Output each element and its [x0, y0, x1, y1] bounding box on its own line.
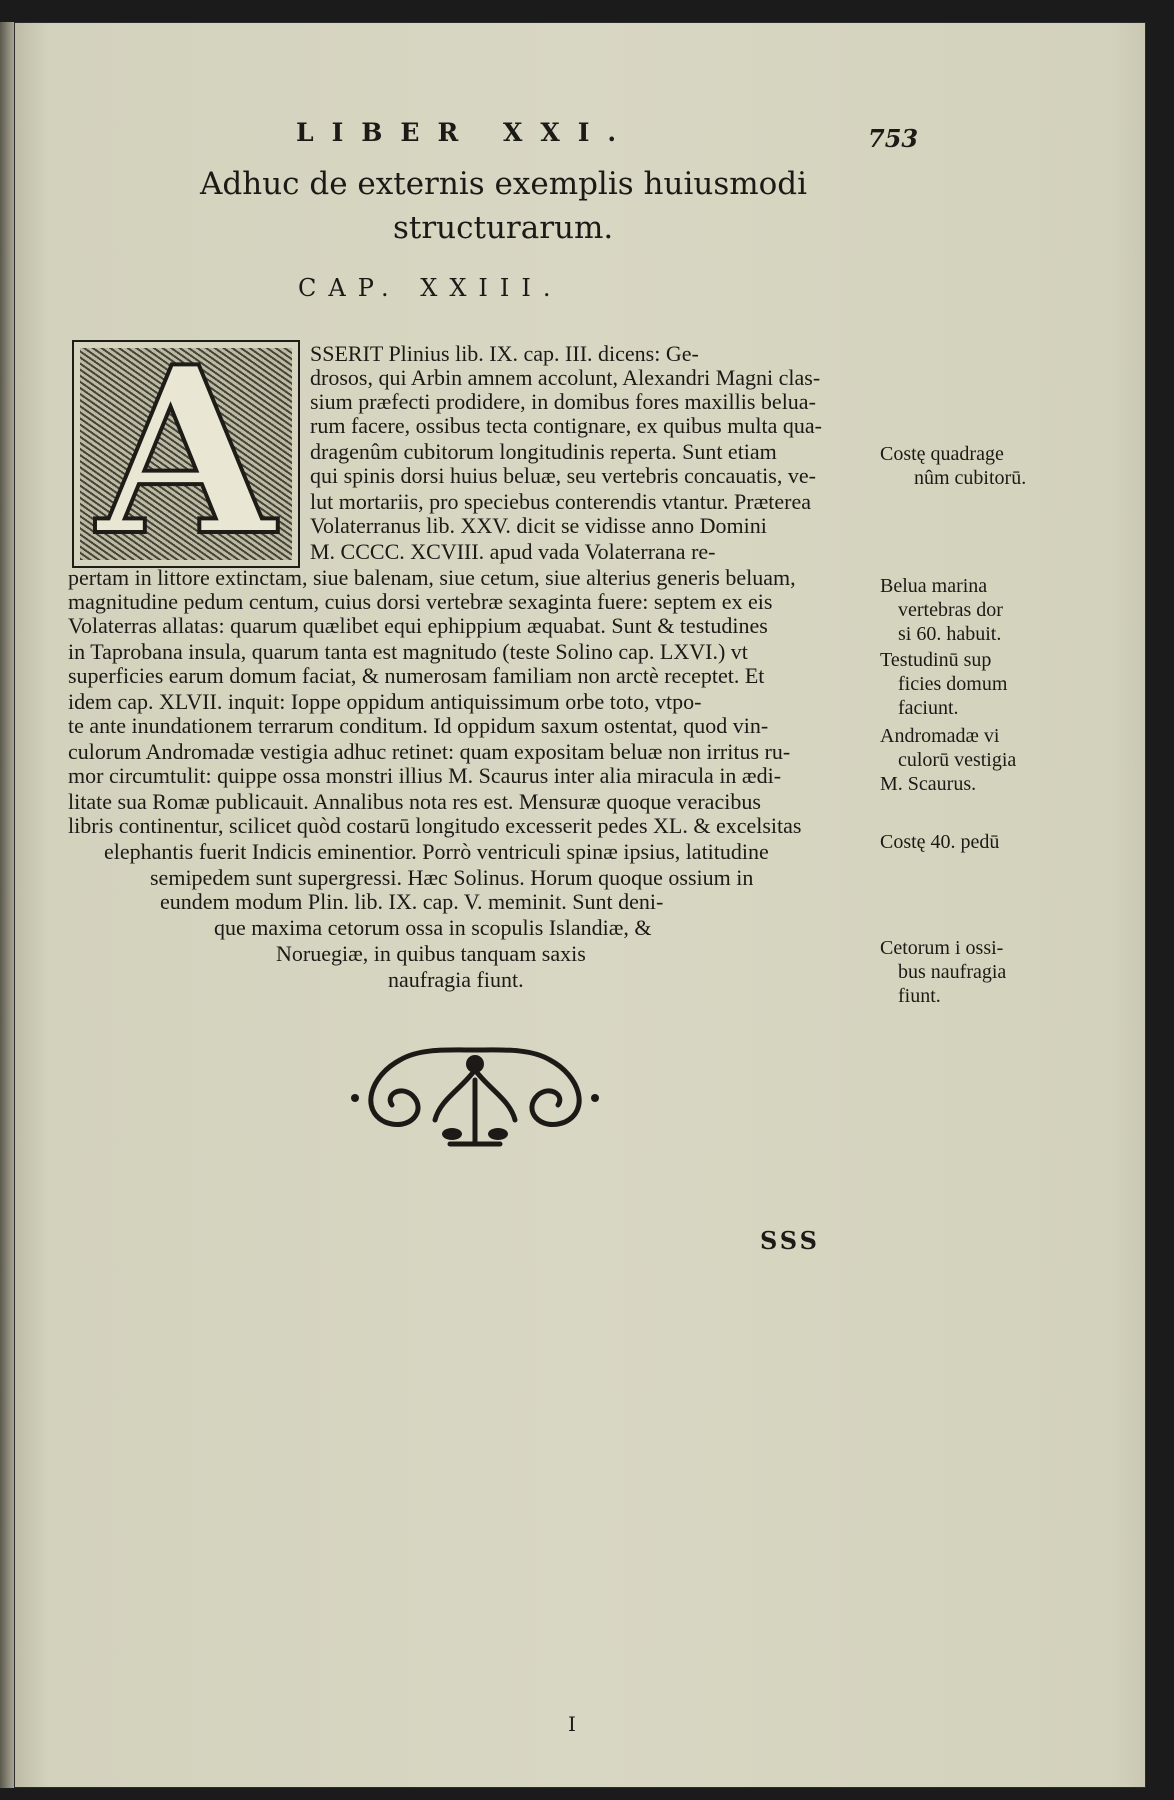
- chapter-title-line-1: Adhuc de externis exemplis huiusmodi: [200, 166, 808, 202]
- marginal-note: Costę quadrage nûm cubitorū.: [880, 443, 1027, 489]
- chapter-title-line-2: structurarum.: [393, 210, 614, 246]
- body-line: culorum Andromadæ vestigia adhuc retinet: quam expositam beluæ non irritus ru-: [68, 739, 791, 764]
- body-line: Volaterras allatas: quarum quælibet equi ephippium æquabat. Sunt & testudines: [68, 613, 768, 638]
- body-line: magnitudine pedum centum, cuius dorsi vertebræ sexaginta fuere: septem ex eis: [68, 589, 773, 614]
- body-line: pertam in littore extinctam, siue balenam, siue cetum, siue alterius generis beluam,: [68, 565, 796, 590]
- marginal-note: Testudinū sup ficies domum faciunt.: [880, 649, 1008, 719]
- body-line: M. CCCC. XCVIII. apud vada Volaterrana re-: [310, 539, 716, 564]
- body-line: semipedem sunt supergressi. Hæc Solinus. Horum quoque ossium in: [150, 865, 754, 890]
- body-line: SSERIT Plinius lib. IX. cap. III. dicens: Ge-: [310, 341, 699, 366]
- body-line: idem cap. XLVII. inquit: Ioppe oppidum antiquissimum orbe toto, vtpo-: [68, 689, 702, 714]
- body-line: Volaterranus lib. XXV. dicit se vidisse anno Domini: [310, 513, 767, 538]
- body-line: eundem modum Plin. lib. IX. cap. V. meminit. Sunt deni-: [160, 889, 664, 914]
- marginal-note: Costę 40. pedū: [880, 831, 1000, 853]
- body-line: mor circumtulit: quippe ossa monstri illius M. Scaurus inter alia miracula in ædi-: [68, 763, 782, 788]
- book-gutter: [0, 22, 14, 1788]
- body-line: que maxima cetorum ossa in scopulis Islandiæ, &: [214, 915, 652, 940]
- body-line: naufragia fiunt.: [388, 967, 524, 992]
- body-line: lut mortariis, pro speciebus conterendis vtantur. Præterea: [310, 489, 811, 514]
- marginal-note: Andromadæ vi culorū vestigia M. Scaurus.: [880, 725, 1017, 795]
- body-line: rum facere, ossibus tecta contignare, ex quibus multa qua-: [310, 413, 822, 438]
- body-line: qui spinis dorsi huius beluæ, seu vertebris concauatis, ve-: [310, 463, 816, 488]
- body-line: te ante inundationem terrarum conditum. Id oppidum saxum ostentat, quod vin-: [68, 713, 769, 738]
- decorated-initial: [72, 340, 300, 568]
- body-line: litate sua Romæ publicauit. Annalibus nota res est. Mensuræ quoque veracibus: [68, 789, 761, 814]
- body-line: in Taprobana insula, quarum tanta est magnitudo (teste Solino cap. LXVI.) vt: [68, 639, 748, 664]
- body-line: elephantis fuerit Indicis eminentior. Porrò ventriculi spinæ ipsius, latitudine: [104, 839, 769, 864]
- signature-mark: SSS: [760, 1226, 820, 1255]
- page-number: 753: [868, 124, 919, 153]
- body-line: dragenûm cubitorum longitudinis reperta. Sunt etiam: [310, 439, 777, 464]
- catchword-mark: I: [568, 1712, 576, 1736]
- running-title: LIBER XXI.: [296, 118, 635, 147]
- body-line: sium præfecti prodidere, in domibus fores maxillis belua-: [310, 389, 816, 414]
- chapter-number: CAP. XXIII.: [298, 274, 563, 302]
- marginal-note: Belua marina vertebras dor si 60. habuit.: [880, 575, 1003, 645]
- body-line: superficies earum domum faciat, & numerosam familiam non arctè receptet. Et: [68, 663, 765, 688]
- body-line: libris continentur, scilicet quòd costarū longitudo excesserit pedes XL. & excelsitas: [68, 813, 802, 838]
- body-line: drosos, qui Arbin amnem accolunt, Alexandri Magni clas-: [310, 365, 821, 390]
- initial-letter: A: [96, 340, 276, 568]
- body-line: Noruegiæ, in quibus tanquam saxis: [276, 941, 586, 966]
- printers-ornament: [340, 1040, 610, 1155]
- marginal-note: Cetorum i ossi- bus naufragia fiunt.: [880, 937, 1007, 1007]
